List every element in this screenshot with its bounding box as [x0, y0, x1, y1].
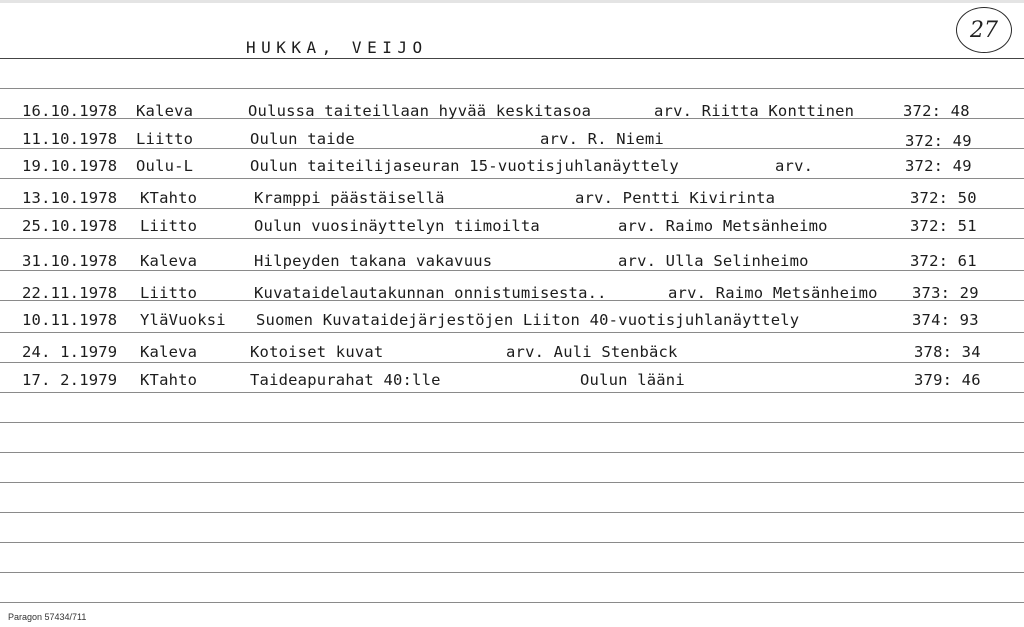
- heading-rule: [0, 58, 1024, 59]
- ruled-line: [0, 270, 1024, 271]
- entry-title: Kotoiset kuvat: [250, 343, 384, 361]
- ruled-line: [0, 238, 1024, 239]
- entry-reviewer: arv. Auli Stenbäck: [506, 343, 678, 361]
- entry-date: 16.10.1978: [22, 102, 118, 120]
- ruled-line: [0, 178, 1024, 179]
- entry-date: 13.10.1978: [22, 189, 118, 207]
- card-top-edge: [0, 0, 1024, 3]
- entry-title: Hilpeyden takana vakavuus: [254, 252, 493, 270]
- entry-source: Liitto: [136, 130, 194, 148]
- entry-region: Oulun lääni: [580, 371, 685, 389]
- entry-date: 10.11.1978: [22, 311, 118, 329]
- ruled-line: [0, 88, 1024, 89]
- entry-source: KTahto: [140, 371, 198, 389]
- ruled-line: [0, 512, 1024, 513]
- entry-date: 11.10.1978: [22, 130, 118, 148]
- entry-source: Kaleva: [136, 102, 194, 120]
- entry-title: Oulun taiteilijaseuran 15-vuotisjuhlanäyttely: [250, 157, 679, 175]
- entry-title: Oulun taide: [250, 130, 355, 148]
- entry-date: 24. 1.1979: [22, 343, 118, 361]
- entry-title: Oulussa taiteillaan hyvää keskitasoa: [248, 102, 592, 120]
- ruled-line: [0, 452, 1024, 453]
- entry-date: 22.11.1978: [22, 284, 118, 302]
- card-footer-print: Paragon 57434/711: [8, 612, 87, 622]
- entry-ref: 372: 61: [910, 252, 977, 270]
- entry-source: Liitto: [140, 284, 198, 302]
- entry-ref: 372: 49: [905, 157, 972, 175]
- entry-date: 25.10.1978: [22, 217, 118, 235]
- entry-ref: 373: 29: [912, 284, 979, 302]
- ruled-line: [0, 572, 1024, 573]
- entry-title: Kuvataidelautakunnan onnistumisesta..: [254, 284, 607, 302]
- entry-reviewer: arv. Ulla Selinheimo: [618, 252, 809, 270]
- ruled-line: [0, 482, 1024, 483]
- entry-reviewer: arv. Riitta Konttinen: [654, 102, 855, 120]
- entry-reviewer: arv.: [775, 157, 814, 175]
- entry-ref: 378: 34: [914, 343, 981, 361]
- entry-reviewer: arv. Raimo Metsänheimo: [618, 217, 828, 235]
- entry-ref: 372: 48: [903, 102, 970, 120]
- ruled-line: [0, 542, 1024, 543]
- entry-source: Oulu-L: [136, 157, 194, 175]
- entry-ref: 379: 46: [914, 371, 981, 389]
- entry-title: Taideapurahat 40:lle: [250, 371, 441, 389]
- entry-date: 19.10.1978: [22, 157, 118, 175]
- entry-title: Oulun vuosinäyttelyn tiimoilta: [254, 217, 540, 235]
- entry-date: 31.10.1978: [22, 252, 118, 270]
- entry-title: Kramppi päästäisellä: [254, 189, 445, 207]
- entry-source: Liitto: [140, 217, 198, 235]
- entry-source: YläVuoksi: [140, 311, 226, 329]
- entry-reviewer: arv. Raimo Metsänheimo: [668, 284, 878, 302]
- entry-title: Suomen Kuvataidejärjestöjen Liiton 40-vuotisjuhlanäyttely: [256, 311, 800, 329]
- entry-date: 17. 2.1979: [22, 371, 118, 389]
- entry-ref: 372: 50: [910, 189, 977, 207]
- ruled-line: [0, 208, 1024, 209]
- entry-ref: 374: 93: [912, 311, 979, 329]
- ruled-line: [0, 422, 1024, 423]
- entry-reviewer: arv. Pentti Kivirinta: [575, 189, 776, 207]
- ruled-line: [0, 148, 1024, 149]
- entry-source: KTahto: [140, 189, 198, 207]
- card-heading-name: HUKKA, VEIJO: [246, 38, 428, 57]
- ruled-line: [0, 602, 1024, 603]
- entry-source: Kaleva: [140, 252, 198, 270]
- entry-reviewer: arv. R. Niemi: [540, 130, 664, 148]
- ruled-line: [0, 392, 1024, 393]
- entry-ref: 372: 51: [910, 217, 977, 235]
- entry-ref: 372: 49: [905, 132, 972, 150]
- entry-source: Kaleva: [140, 343, 198, 361]
- card-number-circle: 27: [956, 7, 1012, 53]
- ruled-line: [0, 332, 1024, 333]
- ruled-line: [0, 362, 1024, 363]
